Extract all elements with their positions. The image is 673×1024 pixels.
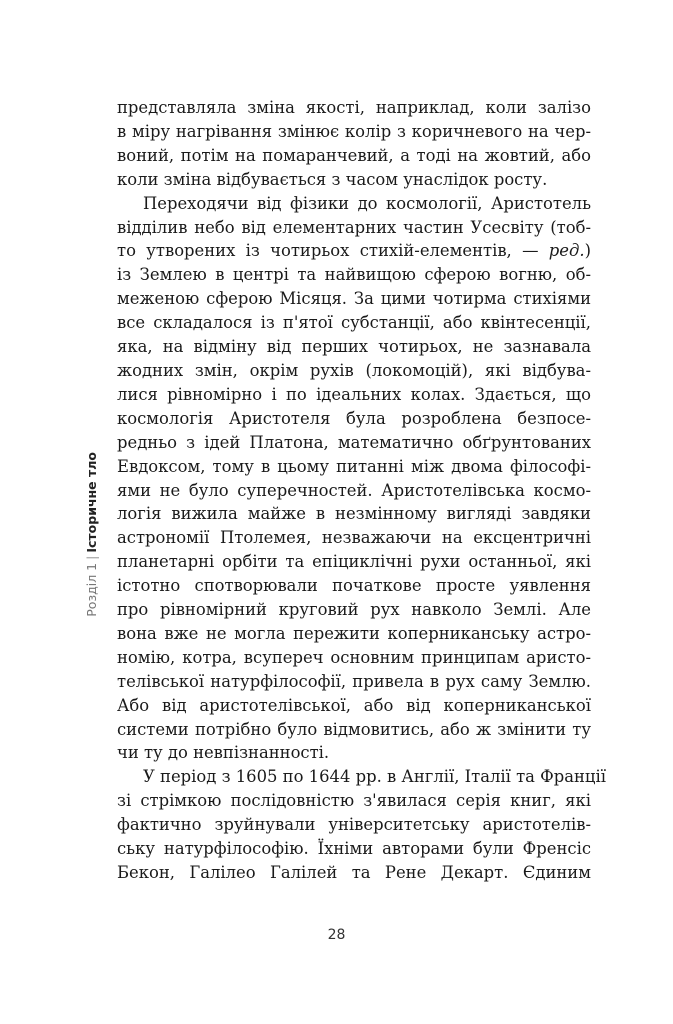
text-line: жодних змін, окрім рухів (локомоцій), які відбува- [117, 360, 591, 380]
text-line: із Землею в центрі та найвищою сферою вогню, об- [117, 265, 591, 285]
editor-note: ред. [548, 241, 585, 261]
text-line-with-note [117, 239, 591, 263]
chapter-title: Історичне тло [84, 452, 99, 553]
text-line: космологія Аристотеля була розроблена безпосе- [117, 408, 591, 428]
text-line: планетарні орбіти та епіциклічні рухи останньої, які [117, 552, 591, 572]
text-line: меженою сферою Місяця. За цими чотирма стихіями [117, 289, 591, 309]
text-line: Або від аристотелівської, або від коперниканської [117, 695, 591, 715]
section-label: Розділ 1 [84, 562, 99, 617]
page-number: 28 [327, 927, 346, 943]
text-line: про рівномірний круговий рух навколо Землі. Але [117, 600, 591, 620]
text-line: лися рівномірно і по ідеальних колах. Здається, що [117, 384, 591, 404]
text-line: зі стрімкою послідовністю з'явилася серія книг, які [117, 791, 591, 811]
text-line: вона вже не могла пережити коперниканську астро- [117, 623, 591, 643]
text-line: яка, на відміну від перших чотирьох, не зазнавала [117, 337, 591, 357]
text-line: фактично зруйнували університетську аристотелів- [117, 815, 591, 835]
text-line: Бекон, Галілео Галілей та Рене Декарт. Єдиним [117, 863, 591, 882]
text-line: відділив небо від елементарних частин Усесвіту (тоб- [117, 217, 591, 237]
running-head [84, 452, 99, 617]
text-line: системи потрібно було відмовитись, або ж змінити ту [117, 719, 591, 739]
text-line: істотно спотворювали початкове просте уявлення [117, 576, 591, 596]
text-line: номію, котра, всупереч основним принципам аристо- [117, 647, 591, 667]
text-line: коли зміна відбувається з часом унаслідок росту. [117, 169, 548, 189]
text-line: ями не було суперечностей. Аристотелівська космо- [117, 480, 591, 500]
text-line: телівської натурфілософії, привела в рух саму Землю. [117, 671, 591, 691]
text-line: Евдоксом, тому в цьому питанні між двома філософі- [117, 456, 591, 476]
text-line: чи ту до невпізнанності. [117, 743, 330, 763]
text-line: в міру нагрівання змінює колір з коричневого на чер- [117, 121, 591, 141]
text-line: воний, потім на помаранчевий, а тоді на жовтий, або [117, 145, 591, 165]
text-line: ську натурфілософію. Їхніми авторами були Френсіс [117, 839, 591, 859]
text-line: все складалося із п'ятої субстанції, або квінтесенції, [117, 313, 591, 333]
text-line: У період з 1605 по 1644 рр. в Англії, Італії та Франції [143, 767, 606, 787]
text-line: редньо з ідей Платона, математично обґрунтованих [117, 432, 591, 452]
running-head-separator: | [84, 555, 99, 560]
text-fragment: то утворених із чотирьох стихій-елементів, — [117, 241, 539, 261]
text-line: астрономії Птолемея, незважаючи на ексцентричні [117, 528, 591, 548]
text-line: Переходячи від фізики до космології, Аристотель [143, 193, 591, 213]
body-text [117, 96, 606, 885]
editor-note-close: ) [584, 241, 591, 261]
text-line: представляла зміна якості, наприклад, коли залізо [117, 98, 591, 117]
text-line: логія вижила майже в незмінному вигляді завдяки [117, 504, 591, 524]
